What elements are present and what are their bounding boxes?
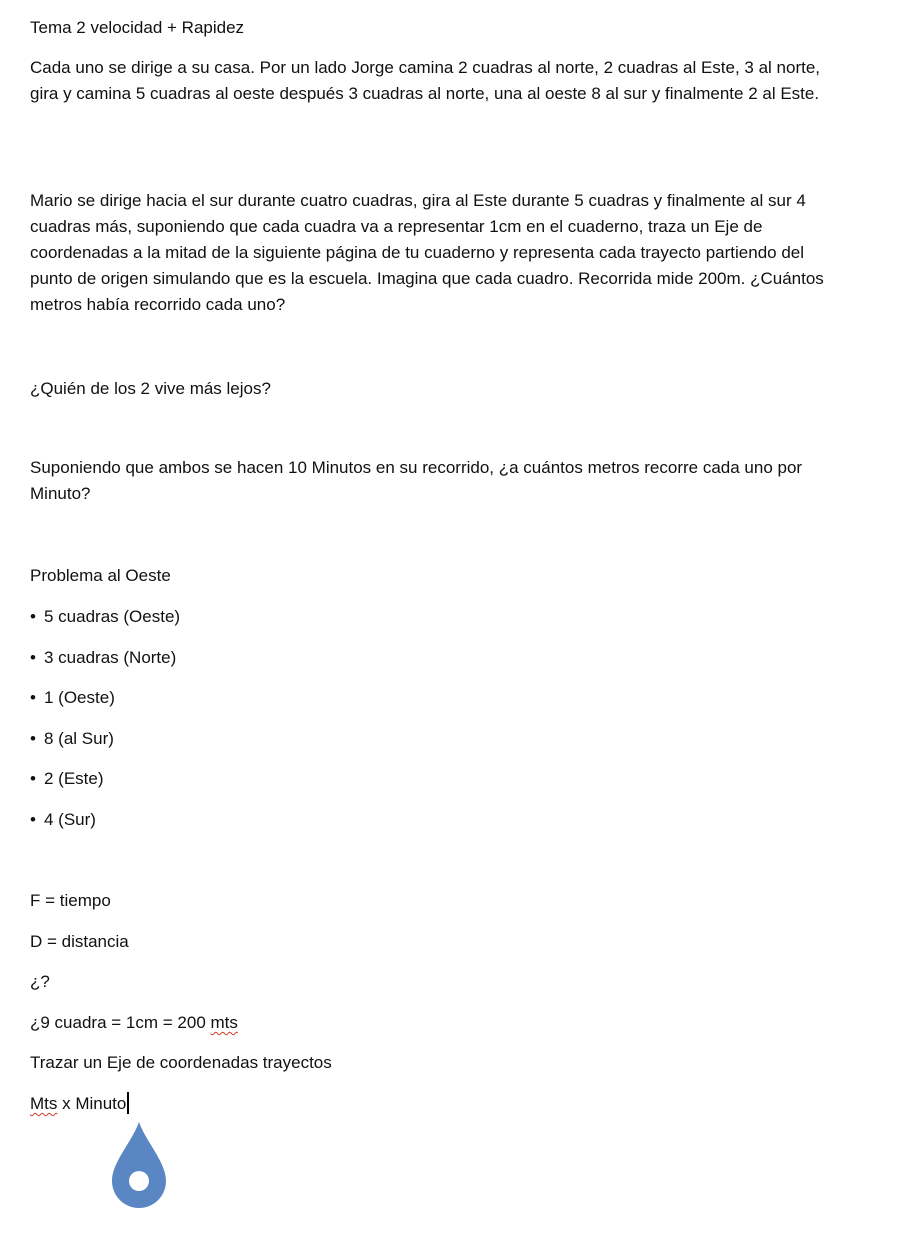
bullet-icon: • [30, 607, 36, 626]
list-item: • 1 (Oeste) [30, 685, 115, 711]
bullet-icon: • [30, 769, 36, 788]
list-item: • 8 (al Sur) [30, 726, 114, 752]
list-item: • 2 (Este) [30, 766, 104, 792]
misspelled-word[interactable]: Mts [30, 1094, 58, 1113]
paragraph-mario: Mario se dirige hacia el sur durante cuatro cuadras, gira al Este durante 5 cuadras y finalmente al sur 4 cuadras más, suponiendo que cada cuadra va a representar 1cm en el cuaderno, traza un Eje de coordenadas a la mitad de la siguiente página de tu cuaderno y representa cada trayecto partiendo del punto de origen simulando que es la escuela. Imagina que cada cuadro. Recorrida mide 200m. ¿Cuántos metros había recorrido cada uno? [30, 191, 824, 314]
teardrop-handle-icon[interactable] [110, 1120, 168, 1210]
mts-minuto-line[interactable]: Mts x Minuto [30, 1091, 129, 1117]
d-definition: D = distancia [30, 932, 129, 951]
question-speed: Suponiendo que ambos se hacen 10 Minutos en su recorrido, ¿a cuántos metros recorre cada uno por Minuto? [30, 458, 803, 503]
bullet-icon: • [30, 729, 36, 748]
bullet-icon: • [30, 688, 36, 707]
cuadra-equation: ¿9 cuadra = 1cm = 200 mts [30, 1013, 238, 1032]
paragraph-jorge: Cada uno se dirige a su casa. Por un lado Jorge camina 2 cuadras al norte, 2 cuadras al Este, 3 al norte, gira y camina 5 cuadras al oeste después 3 cuadras al norte, una al oeste 8 al sur y finalmente 2 al Este. [30, 58, 821, 103]
question-farther: ¿Quién de los 2 vive más lejos? [30, 379, 271, 398]
list-item: • 4 (Sur) [30, 807, 96, 833]
bullet-icon: • [30, 810, 36, 829]
bullet-icon: • [30, 648, 36, 667]
doc-title: Tema 2 velocidad + Rapidez [30, 18, 245, 37]
text-cursor [127, 1092, 129, 1114]
list-item: • 3 cuadras (Norte) [30, 645, 176, 671]
question-mark-line: ¿? [30, 972, 50, 991]
problem-title: Problema al Oeste [30, 566, 171, 585]
list-item: • 5 cuadras (Oeste) [30, 604, 180, 630]
misspelled-word[interactable]: mts [210, 1013, 238, 1032]
f-definition: F = tiempo [30, 891, 111, 910]
trazar-line: Trazar un Eje de coordenadas trayectos [30, 1053, 332, 1072]
